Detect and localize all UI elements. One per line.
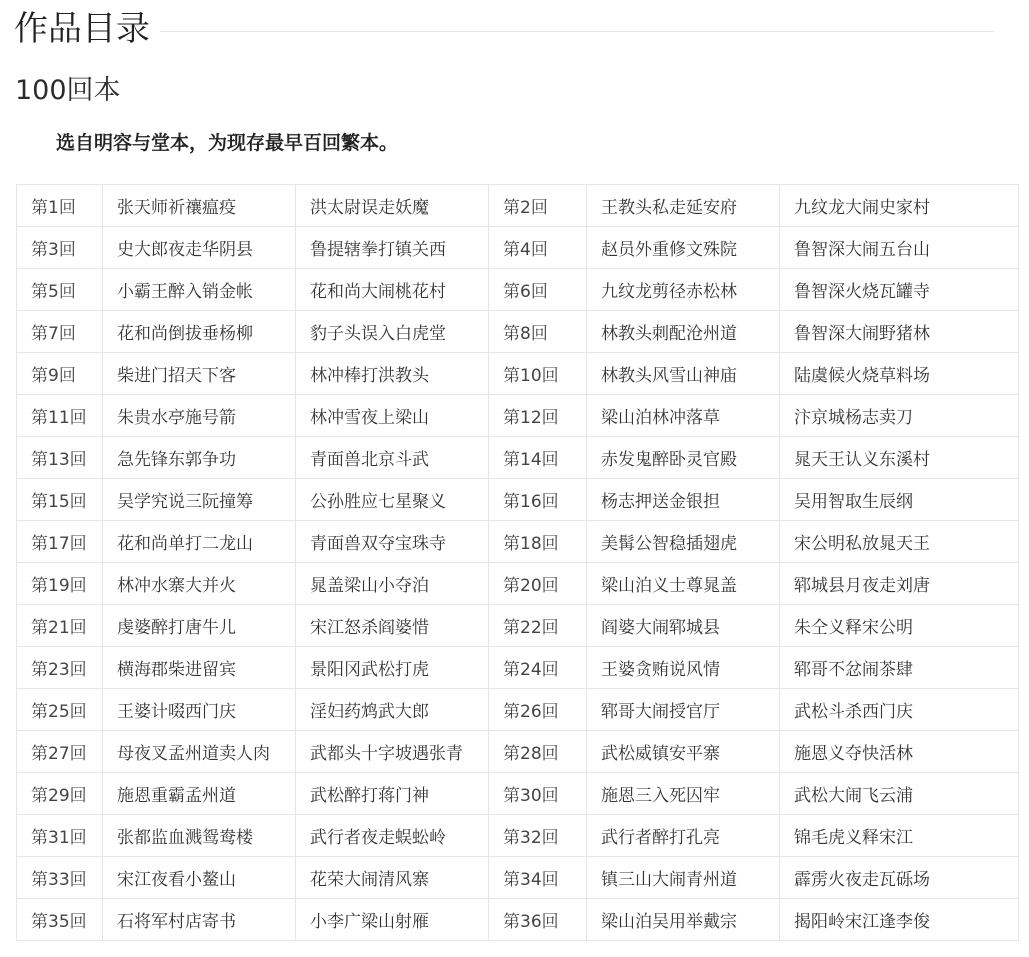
chapter-title: 王婆贪贿说风情: [587, 647, 780, 689]
chapter-title: 花荣大闹清风寨: [296, 857, 489, 899]
chapter-title: 武行者夜走蜈蚣岭: [296, 815, 489, 857]
chapter-title: 林教头风雪山神庙: [587, 353, 780, 395]
chapter-number: 第8回: [489, 311, 587, 353]
chapter-title: 郓哥不忿闹茶肆: [780, 647, 1019, 689]
chapter-title: 朱贵水亭施号箭: [103, 395, 296, 437]
chapter-title: 王婆计啜西门庆: [103, 689, 296, 731]
chapter-number: 第28回: [489, 731, 587, 773]
chapter-title: 赵员外重修文殊院: [587, 227, 780, 269]
chapter-number: 第24回: [489, 647, 587, 689]
table-row: [17, 227, 1019, 269]
table-row: [17, 479, 1019, 521]
chapter-number: 第14回: [489, 437, 587, 479]
chapter-number: 第33回: [17, 857, 103, 899]
chapter-number: 第36回: [489, 899, 587, 941]
chapter-title: 林冲棒打洪教头: [296, 353, 489, 395]
chapter-title: 宋江怒杀阎婆惜: [296, 605, 489, 647]
chapter-number: 第32回: [489, 815, 587, 857]
chapter-title: 花和尚大闹桃花村: [296, 269, 489, 311]
chapter-number: 第21回: [17, 605, 103, 647]
table-row: [17, 605, 1019, 647]
chapter-title: 张天师祈禳瘟疫: [103, 185, 296, 227]
chapter-title: 施恩义夺快活林: [780, 731, 1019, 773]
chapter-title: 施恩三入死囚牢: [587, 773, 780, 815]
chapter-number: 第27回: [17, 731, 103, 773]
chapter-title: 林冲水寨大并火: [103, 563, 296, 605]
chapter-title: 武都头十字坡遇张青: [296, 731, 489, 773]
chapter-number: 第19回: [17, 563, 103, 605]
chapter-title: 吴学究说三阮撞筹: [103, 479, 296, 521]
chapter-title: 鲁智深火烧瓦罐寺: [780, 269, 1019, 311]
chapter-number: 第20回: [489, 563, 587, 605]
chapter-number: 第23回: [17, 647, 103, 689]
chapter-number: 第5回: [17, 269, 103, 311]
chapter-number: 第26回: [489, 689, 587, 731]
table-row: [17, 857, 1019, 899]
chapter-number: 第2回: [489, 185, 587, 227]
chapter-title: 洪太尉误走妖魔: [296, 185, 489, 227]
chapter-number: 第11回: [17, 395, 103, 437]
chapter-title: 青面兽双夺宝珠寺: [296, 521, 489, 563]
table-row: [17, 185, 1019, 227]
table-row: [17, 353, 1019, 395]
chapter-title: 花和尚单打二龙山: [103, 521, 296, 563]
chapter-number: 第31回: [17, 815, 103, 857]
chapter-number: 第4回: [489, 227, 587, 269]
chapter-title: 霹雳火夜走瓦砾场: [780, 857, 1019, 899]
section-title: 作品目录: [14, 9, 150, 49]
chapter-title: 武松醉打蒋门神: [296, 773, 489, 815]
chapter-title: 晁天王认义东溪村: [780, 437, 1019, 479]
chapter-title: 鲁智深大闹野猪林: [780, 311, 1019, 353]
chapter-title: 镇三山大闹青州道: [587, 857, 780, 899]
chapter-title: 郓哥大闹授官厅: [587, 689, 780, 731]
chapter-title: 施恩重霸孟州道: [103, 773, 296, 815]
table-row: [17, 731, 1019, 773]
chapter-title: 揭阳岭宋江逢李俊: [780, 899, 1019, 941]
table-row: [17, 647, 1019, 689]
table-row: [17, 521, 1019, 563]
chapter-title: 豹子头误入白虎堂: [296, 311, 489, 353]
chapter-number: 第12回: [489, 395, 587, 437]
chapter-number: 第10回: [489, 353, 587, 395]
chapter-number: 第17回: [17, 521, 103, 563]
chapter-number: 第9回: [17, 353, 103, 395]
chapter-title: 母夜叉孟州道卖人肉: [103, 731, 296, 773]
chapter-title: 武松威镇安平寨: [587, 731, 780, 773]
chapter-number: 第18回: [489, 521, 587, 563]
chapter-number: 第35回: [17, 899, 103, 941]
chapter-title: 史大郎夜走华阴县: [103, 227, 296, 269]
chapter-title: 九纹龙大闹史家村: [780, 185, 1019, 227]
table-row: [17, 269, 1019, 311]
edition-note: 选自明容与堂本，为现存最早百回繁本。: [56, 132, 399, 154]
chapter-title: 汴京城杨志卖刀: [780, 395, 1019, 437]
chapter-title: 急先锋东郭争功: [103, 437, 296, 479]
chapter-title: 阎婆大闹郓城县: [587, 605, 780, 647]
chapter-title: 柴进门招天下客: [103, 353, 296, 395]
chapter-title: 武松斗杀西门庆: [780, 689, 1019, 731]
table-row: [17, 815, 1019, 857]
chapter-title: 鲁提辖拳打镇关西: [296, 227, 489, 269]
table-row: [17, 899, 1019, 941]
table-row: [17, 689, 1019, 731]
chapter-number: 第22回: [489, 605, 587, 647]
chapter-number: 第13回: [17, 437, 103, 479]
chapter-number: 第7回: [17, 311, 103, 353]
chapter-title: 武松大闹飞云浦: [780, 773, 1019, 815]
chapter-title: 郓城县月夜走刘唐: [780, 563, 1019, 605]
chapter-title: 吴用智取生辰纲: [780, 479, 1019, 521]
chapter-title: 武行者醉打孔亮: [587, 815, 780, 857]
chapter-title: 公孙胜应七星聚义: [296, 479, 489, 521]
chapter-number: 第6回: [489, 269, 587, 311]
table-row: [17, 563, 1019, 605]
chapter-title: 鲁智深大闹五台山: [780, 227, 1019, 269]
title-divider: [160, 31, 994, 32]
section-header: [14, 6, 994, 52]
chapter-title: 淫妇药鸩武大郎: [296, 689, 489, 731]
chapter-title: 横海郡柴进留宾: [103, 647, 296, 689]
chapter-number: 第15回: [17, 479, 103, 521]
chapter-title: 晁盖梁山小夺泊: [296, 563, 489, 605]
chapter-title: 赤发鬼醉卧灵官殿: [587, 437, 780, 479]
chapter-number: 第16回: [489, 479, 587, 521]
chapter-title: 九纹龙剪径赤松林: [587, 269, 780, 311]
chapter-title: 景阳冈武松打虎: [296, 647, 489, 689]
chapter-title: 王教头私走延安府: [587, 185, 780, 227]
chapter-title: 宋公明私放晁天王: [780, 521, 1019, 563]
chapter-title: 陆虞候火烧草料场: [780, 353, 1019, 395]
chapter-number: 第1回: [17, 185, 103, 227]
chapter-title: 林冲雪夜上梁山: [296, 395, 489, 437]
chapter-number: 第25回: [17, 689, 103, 731]
chapter-table: [16, 184, 1019, 941]
chapter-title: 梁山泊吴用举戴宗: [587, 899, 780, 941]
chapter-title: 美髯公智稳插翅虎: [587, 521, 780, 563]
edition-title: 100回本: [15, 75, 121, 106]
chapter-title: 朱仝义释宋公明: [780, 605, 1019, 647]
table-row: [17, 311, 1019, 353]
chapter-title: 宋江夜看小鳌山: [103, 857, 296, 899]
table-row: [17, 437, 1019, 479]
chapter-number: 第30回: [489, 773, 587, 815]
chapter-title: 林教头刺配沧州道: [587, 311, 780, 353]
chapter-title: 梁山泊义士尊晁盖: [587, 563, 780, 605]
chapter-title: 杨志押送金银担: [587, 479, 780, 521]
chapter-title: 花和尚倒拔垂杨柳: [103, 311, 296, 353]
chapter-number: 第29回: [17, 773, 103, 815]
chapter-table-body: [17, 185, 1019, 941]
chapter-title: 石将军村店寄书: [103, 899, 296, 941]
chapter-title: 梁山泊林冲落草: [587, 395, 780, 437]
chapter-title: 锦毛虎义释宋江: [780, 815, 1019, 857]
chapter-number: 第34回: [489, 857, 587, 899]
table-row: [17, 395, 1019, 437]
chapter-title: 虔婆醉打唐牛儿: [103, 605, 296, 647]
table-row: [17, 773, 1019, 815]
chapter-number: 第3回: [17, 227, 103, 269]
chapter-title: 青面兽北京斗武: [296, 437, 489, 479]
chapter-title: 张都监血溅鸳鸯楼: [103, 815, 296, 857]
chapter-title: 小李广梁山射雁: [296, 899, 489, 941]
chapter-title: 小霸王醉入销金帐: [103, 269, 296, 311]
